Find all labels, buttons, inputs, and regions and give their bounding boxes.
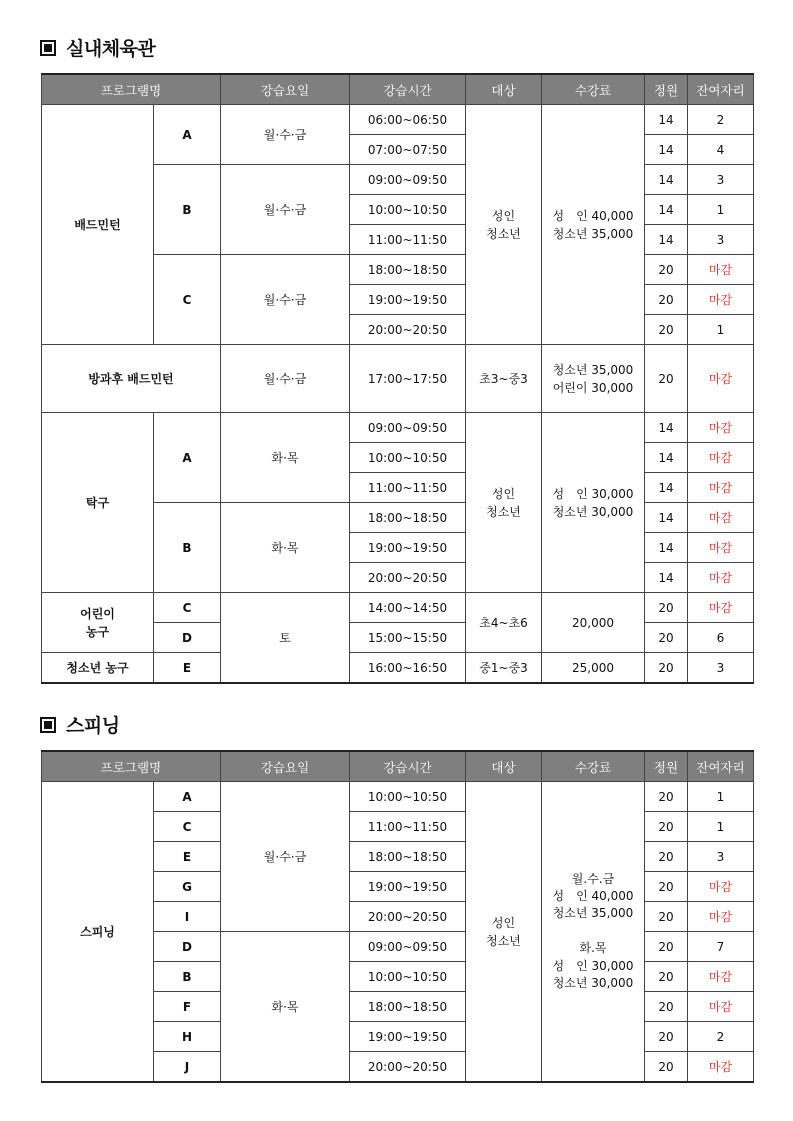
header-fee: 수강료 [542,74,645,105]
class-remaining: 1 [688,812,754,842]
section-title-gym [40,34,155,61]
class-capacity: 20 [645,902,688,932]
class-target: 성인 청소년 [466,105,542,345]
class-capacity: 14 [645,225,688,255]
class-remaining: 마감 [688,563,754,593]
class-remaining: 3 [688,653,754,684]
table-row [42,593,754,623]
class-remaining: 마감 [688,473,754,503]
class-code: D [154,623,221,653]
class-time: 14:00~14:50 [350,593,466,623]
class-remaining: 1 [688,315,754,345]
class-remaining: 마감 [688,962,754,992]
header-days: 강습요일 [221,74,350,105]
class-time: 18:00~18:50 [350,992,466,1022]
class-code: C [154,812,221,842]
class-code: D [154,932,221,962]
class-target: 성인 청소년 [466,413,542,593]
class-capacity: 14 [645,503,688,533]
class-time: 20:00~20:50 [350,563,466,593]
class-remaining: 4 [688,135,754,165]
table-row [42,782,754,812]
class-fee: 청소년 35,000 어린이 30,000 [542,345,645,413]
header-capacity: 정원 [645,751,688,782]
class-remaining: 2 [688,1022,754,1052]
table-header-row [42,74,754,105]
class-remaining: 마감 [688,992,754,1022]
square-bullet-icon [40,40,56,56]
header-remaining: 잔여자리 [688,74,754,105]
class-remaining: 3 [688,225,754,255]
header-time: 강습시간 [350,751,466,782]
class-capacity: 20 [645,1022,688,1052]
class-capacity: 14 [645,105,688,135]
class-capacity: 14 [645,533,688,563]
class-time: 11:00~11:50 [350,812,466,842]
class-capacity: 20 [645,285,688,315]
class-remaining: 마감 [688,593,754,623]
class-remaining: 마감 [688,533,754,563]
table-row [42,345,754,413]
header-days: 강습요일 [221,751,350,782]
class-time: 10:00~10:50 [350,782,466,812]
class-time: 19:00~19:50 [350,872,466,902]
class-days: 월·수·금 [221,105,350,165]
class-fee: 성 인 30,000 청소년 30,000 [542,413,645,593]
class-time: 10:00~10:50 [350,195,466,225]
class-remaining: 마감 [688,902,754,932]
class-time: 19:00~19:50 [350,533,466,563]
class-days: 월·수·금 [221,782,350,932]
class-remaining: 3 [688,842,754,872]
class-remaining: 마감 [688,285,754,315]
class-code: C [154,255,221,345]
class-capacity: 20 [645,782,688,812]
class-time: 17:00~17:50 [350,345,466,413]
class-code: B [154,962,221,992]
class-days: 월·수·금 [221,345,350,413]
class-capacity: 20 [645,932,688,962]
class-capacity: 14 [645,135,688,165]
class-code: J [154,1052,221,1083]
class-capacity: 20 [645,812,688,842]
class-code: B [154,165,221,255]
class-remaining: 마감 [688,443,754,473]
class-code: H [154,1022,221,1052]
header-target: 대상 [466,751,542,782]
header-target: 대상 [466,74,542,105]
class-time: 19:00~19:50 [350,285,466,315]
class-time: 07:00~07:50 [350,135,466,165]
class-days: 화·목 [221,932,350,1083]
class-capacity: 20 [645,992,688,1022]
class-capacity: 20 [645,872,688,902]
class-time: 20:00~20:50 [350,1052,466,1083]
class-remaining: 1 [688,195,754,225]
class-target: 초3~중3 [466,345,542,413]
class-remaining: 마감 [688,255,754,285]
program-name: 어린이 농구 [42,593,154,653]
class-time: 20:00~20:50 [350,902,466,932]
spinning-schedule-table [41,750,754,1083]
class-remaining: 3 [688,165,754,195]
class-capacity: 14 [645,563,688,593]
program-name: 청소년 농구 [42,653,154,684]
class-target: 성인 청소년 [466,782,542,1083]
class-time: 18:00~18:50 [350,842,466,872]
square-bullet-icon [40,717,56,733]
class-capacity: 20 [645,842,688,872]
class-time: 15:00~15:50 [350,623,466,653]
class-code: A [154,782,221,812]
class-remaining: 1 [688,782,754,812]
class-code: E [154,653,221,684]
class-code: B [154,503,221,593]
class-fee: 20,000 [542,593,645,653]
class-capacity: 20 [645,315,688,345]
class-capacity: 20 [645,593,688,623]
class-capacity: 20 [645,653,688,684]
class-time: 18:00~18:50 [350,255,466,285]
class-time: 09:00~09:50 [350,413,466,443]
class-time: 09:00~09:50 [350,165,466,195]
header-time: 강습시간 [350,74,466,105]
class-time: 09:00~09:50 [350,932,466,962]
section-title-text: 실내체육관 [66,38,156,60]
header-remaining: 잔여자리 [688,751,754,782]
class-capacity: 14 [645,195,688,225]
class-remaining: 마감 [688,503,754,533]
program-name: 탁구 [42,413,154,593]
class-days: 토 [221,593,350,684]
class-time: 11:00~11:50 [350,225,466,255]
table-row [42,105,754,135]
class-time: 16:00~16:50 [350,653,466,684]
section-title-text: 스피닝 [66,715,120,737]
class-days: 월·수·금 [221,165,350,255]
class-time: 10:00~10:50 [350,443,466,473]
header-program: 프로그램명 [42,74,221,105]
program-name: 방과후 배드민턴 [42,345,221,413]
class-code: F [154,992,221,1022]
class-fee: 25,000 [542,653,645,684]
class-time: 20:00~20:50 [350,315,466,345]
class-remaining: 7 [688,932,754,962]
class-code: A [154,105,221,165]
class-time: 11:00~11:50 [350,473,466,503]
class-capacity: 20 [645,255,688,285]
class-remaining: 마감 [688,872,754,902]
class-code: G [154,872,221,902]
class-capacity: 20 [645,962,688,992]
class-capacity: 14 [645,165,688,195]
class-code: I [154,902,221,932]
class-capacity: 14 [645,443,688,473]
class-time: 19:00~19:50 [350,1022,466,1052]
section-title-spinning [40,711,120,738]
class-capacity: 14 [645,473,688,503]
class-target: 초4~초6 [466,593,542,653]
header-fee: 수강료 [542,751,645,782]
class-time: 06:00~06:50 [350,105,466,135]
class-remaining: 6 [688,623,754,653]
class-days: 화·목 [221,413,350,503]
gym-schedule-table [41,73,754,684]
class-code: A [154,413,221,503]
class-remaining: 마감 [688,1052,754,1083]
class-capacity: 20 [645,1052,688,1083]
class-target: 중1~중3 [466,653,542,684]
class-capacity: 20 [645,623,688,653]
class-fee: 월.수.금 성 인 40,000 청소년 35,000 화.목 성 인 30,000 청소년 30,000 [542,782,645,1083]
class-capacity: 20 [645,345,688,413]
class-time: 10:00~10:50 [350,962,466,992]
header-capacity: 정원 [645,74,688,105]
class-capacity: 14 [645,413,688,443]
table-header-row [42,751,754,782]
class-remaining: 마감 [688,413,754,443]
program-name: 배드민턴 [42,105,154,345]
class-days: 화·목 [221,503,350,593]
program-name: 스피닝 [42,782,154,1083]
class-code: C [154,593,221,623]
class-remaining: 2 [688,105,754,135]
class-time: 18:00~18:50 [350,503,466,533]
class-remaining: 마감 [688,345,754,413]
table-row [42,653,754,684]
class-days: 월·수·금 [221,255,350,345]
table-row [42,413,754,443]
class-code: E [154,842,221,872]
header-program: 프로그램명 [42,751,221,782]
class-fee: 성 인 40,000 청소년 35,000 [542,105,645,345]
